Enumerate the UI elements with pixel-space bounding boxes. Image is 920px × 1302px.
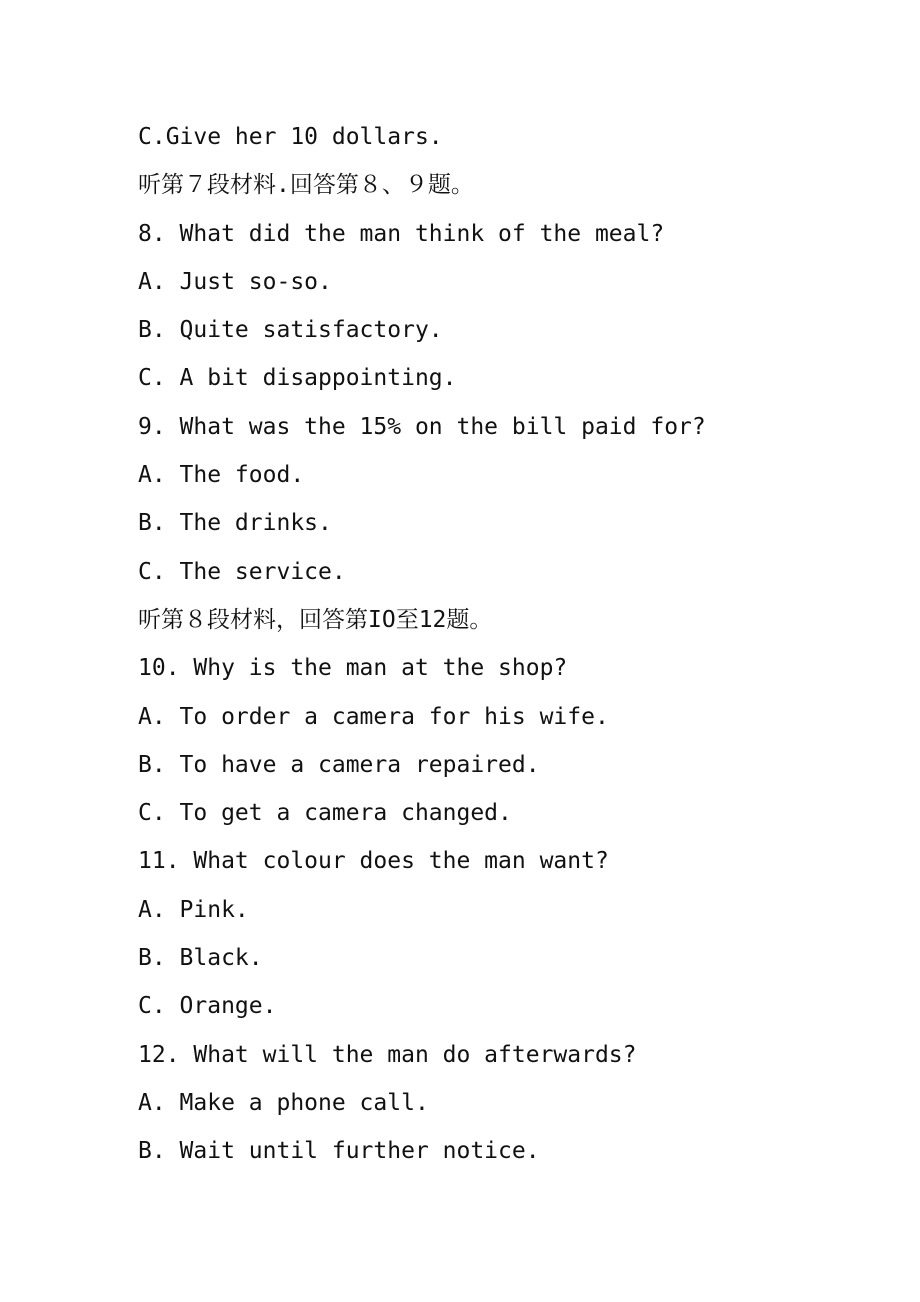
answer-option: A. Make a phone call. [138, 1089, 429, 1116]
answer-option: A. Pink. [138, 896, 249, 923]
document-body [138, 113, 878, 1176]
answer-option: C. To get a camera changed. [138, 800, 512, 827]
answer-option: C.Give her 10 dollars. [138, 124, 443, 150]
answer-option: A. To order a camera for his wife. [138, 703, 609, 730]
question: 10. Why is the man at the shop? [138, 655, 568, 682]
answer-option: C. The service. [138, 558, 346, 585]
answer-option: C. Orange. [138, 993, 277, 1020]
question: 9. What was the 15% on the bill paid for? [138, 413, 706, 440]
answer-option: B. Wait until further notice. [138, 1138, 540, 1165]
answer-option: A. The food. [138, 462, 305, 489]
question: 12. What will the man do afterwards? [138, 1041, 637, 1068]
question: 11. What colour does the man want? [138, 848, 609, 875]
answer-option: B. The drinks. [138, 510, 332, 537]
answer-option: B. Black. [138, 945, 263, 972]
answer-option: B. Quite satisfactory. [138, 317, 443, 344]
question: 8. What did the man think of the meal? [138, 220, 665, 247]
answer-option: C. A bit disappointing. [138, 365, 457, 392]
answer-option: A. Just so-so. [138, 268, 332, 295]
section-instruction: 听第８段材料，回答第IO至12题。 [138, 606, 493, 633]
answer-option: B. To have a camera repaired. [138, 751, 540, 778]
section-instruction: 听第７段材料.回答第８、９题。 [138, 172, 474, 199]
